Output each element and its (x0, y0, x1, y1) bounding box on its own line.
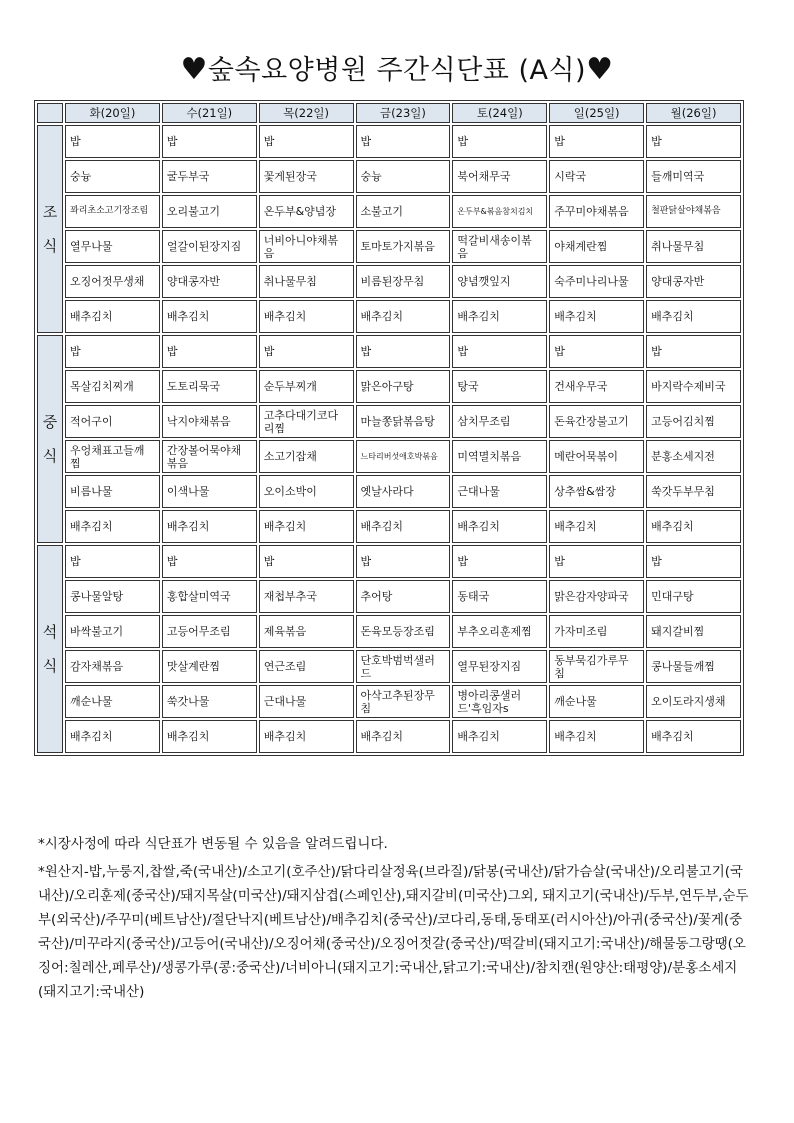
dish-cell: 배추김치 (65, 510, 160, 543)
dish-cell: 홍합살미역국 (162, 580, 257, 613)
dish-cell: 밥 (452, 335, 547, 368)
dish-cell: 낙지야채볶음 (162, 405, 257, 438)
dish-cell: 아삭고추된장무침 (356, 685, 451, 718)
dish-cell: 고등어김치찜 (646, 405, 741, 438)
meal-row (37, 650, 741, 683)
day-header-row (37, 103, 741, 123)
meal-row (37, 405, 741, 438)
dish-cell: 병아리콩샐러드'흑임자s (452, 685, 547, 718)
dish-cell: 근대나물 (259, 685, 354, 718)
meal-row (37, 160, 741, 193)
dish-cell: 돼지갈비찜 (646, 615, 741, 648)
weekly-menu-table (34, 100, 744, 756)
dish-cell: 쑥갓두부무침 (646, 475, 741, 508)
meal-row (37, 300, 741, 333)
dish-cell: 야채계란찜 (549, 230, 644, 263)
dish-cell: 떡갈비새송이볶음 (452, 230, 547, 263)
dish-cell: 배추김치 (452, 720, 547, 753)
dish-cell: 밥 (162, 335, 257, 368)
meal-label: 석 식 (37, 545, 63, 753)
dish-cell: 밥 (65, 545, 160, 578)
meal-row (37, 335, 741, 368)
dish-cell: 양대콩자반 (162, 265, 257, 298)
dish-cell: 굴두부국 (162, 160, 257, 193)
dish-cell: 배추김치 (162, 300, 257, 333)
dish-cell: 쑥갓나물 (162, 685, 257, 718)
dish-cell: 동태국 (452, 580, 547, 613)
meal-row (37, 615, 741, 648)
dish-cell: 꽃게된장국 (259, 160, 354, 193)
dish-cell: 얼갈이된장지짐 (162, 230, 257, 263)
meal-row (37, 195, 741, 228)
dish-cell: 배추김치 (646, 720, 741, 753)
heart-icon: ♥ (586, 52, 614, 87)
dish-cell: 밥 (549, 545, 644, 578)
dish-cell: 비름된장무침 (356, 265, 451, 298)
dish-cell: 밥 (356, 545, 451, 578)
change-notice: *시장사정에 따라 식단표가 변동될 수 있음을 알려드립니다. (38, 836, 388, 852)
dish-cell: 밥 (162, 125, 257, 158)
dish-cell: 배추김치 (549, 300, 644, 333)
dish-cell: 순두부찌개 (259, 370, 354, 403)
heart-icon: ♥ (180, 52, 208, 87)
dish-cell: 배추김치 (259, 300, 354, 333)
dish-cell: 고추다대기코다리찜 (259, 405, 354, 438)
dish-cell: 밥 (549, 335, 644, 368)
meal-row (37, 475, 741, 508)
dish-cell: 열무된장지짐 (452, 650, 547, 683)
dish-cell: 제육볶음 (259, 615, 354, 648)
dish-cell: 온두부&양념장 (259, 195, 354, 228)
dish-cell: 추어탕 (356, 580, 451, 613)
day-header: 토(24일) (452, 103, 547, 123)
dish-cell: 밥 (452, 545, 547, 578)
dish-cell: 옛날사라다 (356, 475, 451, 508)
dish-cell: 배추김치 (356, 720, 451, 753)
dish-cell: 취나물무침 (259, 265, 354, 298)
dish-cell: 오이도라지생채 (646, 685, 741, 718)
dish-cell: 밥 (259, 545, 354, 578)
dish-cell: 맑은감자양파국 (549, 580, 644, 613)
dish-cell: 너비아니야채볶음 (259, 230, 354, 263)
origin-notice: *원산지-밥,누룽지,찹쌀,죽(국내산)/소고기(호주산)/닭다리살정육(브라질)/닭봉(국내산)/닭가슴살(국내산)/오리불고기(국내산)/오리훈제(중국산)/돼지목살(미국산)/돼지삼겹(스페인산),돼지갈비(미국산)그외, 돼지고기(국내산)/두부,연두부,순두부(외국산)/주꾸미(베트남산)/절단낙지(베트남산)/배추김치(중국산)/코다리,동태,동태포(러시아산)/아귀(중국산)/꽃게(중국산)/미꾸라지(중국산)/고등어(국내산)/오징어채(중국산)/오징어젓갈(중국산)/떡갈비(돼지고기:국내산)/해물동그랑땡(오징어:칠레산,페루산)/생콩가루(콩:중국산)/너비아니(돼지고기:국내산,닭고기:국내산)/참치캔(원양산:태평양)/분홍소세지(돼지고기:국내산) (38, 864, 749, 1000)
dish-cell: 꽈리초소고기장조림 (65, 195, 160, 228)
dish-cell: 오리불고기 (162, 195, 257, 228)
dish-cell: 오징어젓무생채 (65, 265, 160, 298)
day-header: 목(22일) (259, 103, 354, 123)
dish-cell: 배추김치 (356, 300, 451, 333)
dish-cell: 깨순나물 (65, 685, 160, 718)
dish-cell: 취나물무침 (646, 230, 741, 263)
dish-cell: 돈육모등장조림 (356, 615, 451, 648)
dish-cell: 탕국 (452, 370, 547, 403)
dish-cell: 가자미조림 (549, 615, 644, 648)
dish-cell: 숭늉 (356, 160, 451, 193)
dish-cell: 들깨미역국 (646, 160, 741, 193)
dish-cell: 마늘쫑닭볶음탕 (356, 405, 451, 438)
dish-cell: 밥 (452, 125, 547, 158)
dish-cell: 배추김치 (162, 510, 257, 543)
page-title (0, 48, 794, 87)
dish-cell: 상추쌈&쌈장 (549, 475, 644, 508)
dish-cell: 비름나물 (65, 475, 160, 508)
dish-cell: 북어채무국 (452, 160, 547, 193)
dish-cell: 철판닭살야채볶음 (646, 195, 741, 228)
dish-cell: 바지락수제비국 (646, 370, 741, 403)
dish-cell: 밥 (646, 545, 741, 578)
day-header: 월(26일) (646, 103, 741, 123)
dish-cell: 연근조림 (259, 650, 354, 683)
dish-cell: 숭늉 (65, 160, 160, 193)
dish-cell: 시락국 (549, 160, 644, 193)
meal-label: 조 식 (37, 125, 63, 333)
dish-cell: 밥 (65, 335, 160, 368)
dish-cell: 배추김치 (259, 720, 354, 753)
dish-cell: 숙주미나리나물 (549, 265, 644, 298)
dish-cell: 도토리묵국 (162, 370, 257, 403)
dish-cell: 돈육간장불고기 (549, 405, 644, 438)
meal-row (37, 685, 741, 718)
dish-cell: 미역멸치볶음 (452, 440, 547, 473)
dish-cell: 배추김치 (65, 720, 160, 753)
dish-cell: 간장볼어묵야채볶음 (162, 440, 257, 473)
dish-cell: 열무나물 (65, 230, 160, 263)
dish-cell: 적어구이 (65, 405, 160, 438)
dish-cell: 배추김치 (452, 510, 547, 543)
day-header: 수(21일) (162, 103, 257, 123)
day-header: 일(25일) (549, 103, 644, 123)
dish-cell: 이색나물 (162, 475, 257, 508)
dish-cell: 소고기잡채 (259, 440, 354, 473)
dish-cell: 바싹불고기 (65, 615, 160, 648)
dish-cell: 부추오리훈제찜 (452, 615, 547, 648)
dish-cell: 근대나물 (452, 475, 547, 508)
dish-cell: 배추김치 (162, 720, 257, 753)
dish-cell: 소불고기 (356, 195, 451, 228)
dish-cell: 밥 (646, 125, 741, 158)
dish-cell: 단호박범벅샐러드 (356, 650, 451, 683)
dish-cell: 배추김치 (646, 300, 741, 333)
meal-row (37, 440, 741, 473)
dish-cell: 온두부&볶음참치김치 (452, 195, 547, 228)
dish-cell: 배추김치 (646, 510, 741, 543)
meal-row (37, 265, 741, 298)
dish-cell: 배추김치 (452, 300, 547, 333)
dish-cell: 콩나물들깨찜 (646, 650, 741, 683)
dish-cell: 맛살계란찜 (162, 650, 257, 683)
menu-body (37, 125, 741, 753)
dish-cell: 밥 (162, 545, 257, 578)
dish-cell: 감자채볶음 (65, 650, 160, 683)
dish-cell: 양념깻잎지 (452, 265, 547, 298)
dish-cell: 민대구탕 (646, 580, 741, 613)
dish-cell: 동부묵김가루무침 (549, 650, 644, 683)
dish-cell: 주꾸미야채볶음 (549, 195, 644, 228)
dish-cell: 맑은아구탕 (356, 370, 451, 403)
dish-cell: 배추김치 (259, 510, 354, 543)
header-corner (37, 103, 63, 123)
dish-cell: 목살김치찌개 (65, 370, 160, 403)
dish-cell: 밥 (646, 335, 741, 368)
dish-cell: 밥 (549, 125, 644, 158)
dish-cell: 배추김치 (549, 720, 644, 753)
dish-cell: 고등어무조림 (162, 615, 257, 648)
dish-cell: 배추김치 (65, 300, 160, 333)
dish-cell: 오이소박이 (259, 475, 354, 508)
meal-row (37, 370, 741, 403)
meal-row (37, 545, 741, 578)
dish-cell: 밥 (259, 335, 354, 368)
dish-cell: 콩나물알탕 (65, 580, 160, 613)
dish-cell: 삼치무조림 (452, 405, 547, 438)
dish-cell: 밥 (356, 335, 451, 368)
dish-cell: 재첩부추국 (259, 580, 354, 613)
dish-cell: 토마토가지볶음 (356, 230, 451, 263)
meal-row (37, 720, 741, 753)
meal-row (37, 510, 741, 543)
meal-row (37, 125, 741, 158)
dish-cell: 건새우무국 (549, 370, 644, 403)
meal-row (37, 230, 741, 263)
day-header: 금(23일) (356, 103, 451, 123)
dish-cell: 우엉채표고들깨찜 (65, 440, 160, 473)
title-text: 숲속요양병원 주간식단표 (A식) (207, 55, 587, 86)
meal-row (37, 580, 741, 613)
dish-cell: 배추김치 (356, 510, 451, 543)
meal-label: 중 식 (37, 335, 63, 543)
dish-cell: 밥 (259, 125, 354, 158)
dish-cell: 배추김치 (549, 510, 644, 543)
dish-cell: 메란어묵볶이 (549, 440, 644, 473)
dish-cell: 밥 (356, 125, 451, 158)
day-header: 화(20일) (65, 103, 160, 123)
dish-cell: 밥 (65, 125, 160, 158)
dish-cell: 깨순나물 (549, 685, 644, 718)
dish-cell: 분홍소세지전 (646, 440, 741, 473)
dish-cell: 양대콩자반 (646, 265, 741, 298)
dish-cell: 느타리버섯애호박볶음 (356, 440, 451, 473)
